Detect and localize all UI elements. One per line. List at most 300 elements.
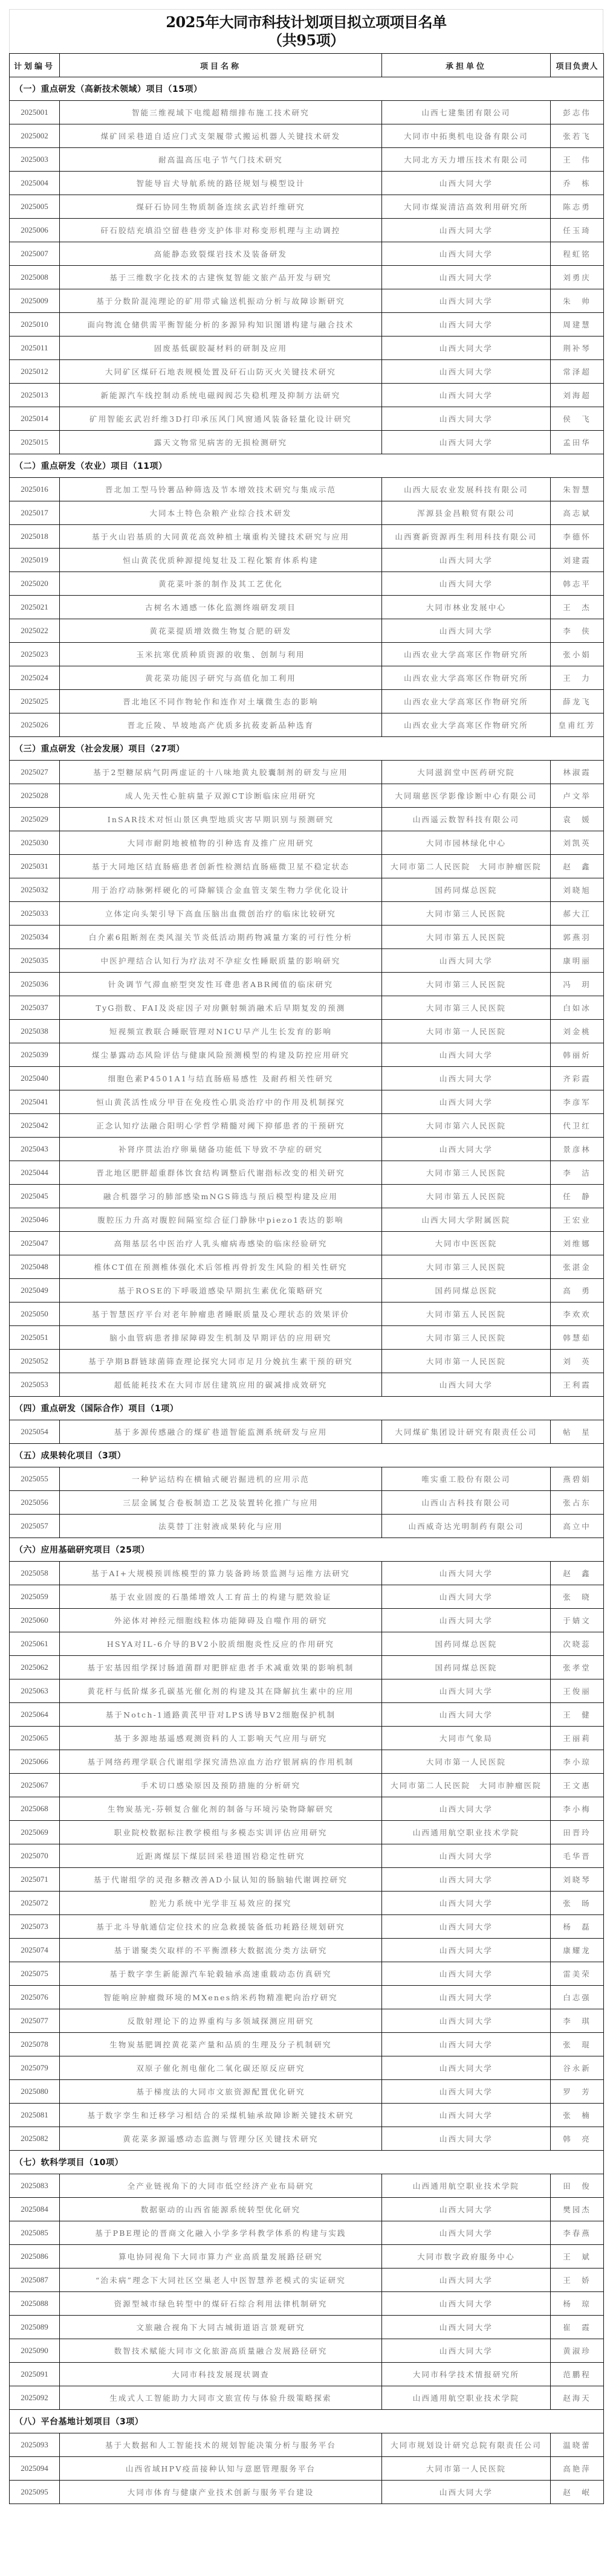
unit-cell: 国药同煤总医院 — [382, 1279, 551, 1302]
project-name-cell: 中医护理结合认知行为疗法对不孕症女性睡眠质量的影响研究 — [60, 949, 382, 973]
plan-code-cell: 2025034 — [10, 926, 60, 949]
unit-cell: 山西赛新资源再生利用科技有限公司 — [382, 525, 551, 549]
plan-code-cell: 2025015 — [10, 431, 60, 454]
plan-code-cell: 2025009 — [10, 289, 60, 313]
table-row — [10, 666, 604, 690]
table-row — [10, 690, 604, 713]
table-row — [10, 1986, 604, 2009]
section-row — [10, 1397, 604, 1420]
section-row — [10, 1444, 604, 1467]
unit-cell: 山西遥云数智科技有限公司 — [382, 808, 551, 831]
plan-code-cell: 2025072 — [10, 1892, 60, 1915]
leader-cell: 冯 玥 — [551, 973, 604, 996]
project-name-cell: 超低能耗技术在大同市居住建筑应用的碳减排成效研究 — [60, 1373, 382, 1397]
leader-cell: 王 力 — [551, 666, 604, 690]
project-name-cell: 生物炭基肥调控黄花菜产量和品质的生理及分子机制研究 — [60, 2033, 382, 2056]
leader-cell: 荆补琴 — [551, 336, 604, 360]
plan-code-cell: 2025029 — [10, 808, 60, 831]
table-row — [10, 2080, 604, 2104]
plan-code-cell: 2025047 — [10, 1232, 60, 1255]
unit-cell: 大同市煤炭清洁高效利用研究所 — [382, 195, 551, 219]
unit-cell: 大同市第一人民医院 — [382, 2457, 551, 2481]
plan-code-cell: 2025062 — [10, 1656, 60, 1679]
unit-cell: 山西大同大学 — [382, 2292, 551, 2316]
plan-code-cell: 2025012 — [10, 360, 60, 384]
unit-cell: 山西大同大学 — [382, 266, 551, 289]
leader-cell: 李春燕 — [551, 2221, 604, 2245]
leader-cell: 孟田华 — [551, 431, 604, 454]
project-name-cell: 晋北地区肥胖超重群体饮食结构调整后代谢指标改变的相关研究 — [60, 1161, 382, 1185]
leader-cell: 高 勇 — [551, 1279, 604, 1302]
plan-code-cell: 2025081 — [10, 2104, 60, 2127]
unit-cell: 国药同煤总医院 — [382, 1656, 551, 1679]
table-row — [10, 2127, 604, 2151]
table-row — [10, 313, 604, 336]
project-name-cell: 大同本土特色杂粮产业综合技术研发 — [60, 501, 382, 525]
project-name-cell: 煤尘暴露动态风险评估与健康风险预测模型的构建及防控应用研究 — [60, 1043, 382, 1067]
table-row — [10, 148, 604, 172]
leader-cell: 康耀龙 — [551, 1939, 604, 1962]
project-name-cell: 脑小血管病患者排尿障碍发生机制及早期评估的应用研究 — [60, 1326, 382, 1350]
leader-cell: 朱智慧 — [551, 478, 604, 501]
project-name-cell: 恒山黄芪优质种源提纯复壮及工程化繁育体系构建 — [60, 549, 382, 572]
plan-code-cell: 2025016 — [10, 478, 60, 501]
leader-cell: 谷永新 — [551, 2056, 604, 2080]
plan-code-cell: 2025002 — [10, 124, 60, 148]
plan-code-cell: 2025018 — [10, 525, 60, 549]
leader-cell: 齐彩霞 — [551, 1067, 604, 1090]
unit-cell: 浑源县金昌粮贸有限公司 — [382, 501, 551, 525]
plan-code-cell: 2025008 — [10, 266, 60, 289]
plan-code-cell: 2025051 — [10, 1326, 60, 1350]
unit-cell: 山西大同大学 — [382, 1892, 551, 1915]
leader-cell: 常泽超 — [551, 360, 604, 384]
leader-cell: 李小琼 — [551, 1750, 604, 1774]
plan-code-cell: 2025079 — [10, 2056, 60, 2080]
leader-cell: 朱 帅 — [551, 289, 604, 313]
plan-code-cell: 2025049 — [10, 1279, 60, 1302]
leader-cell: 罗 芳 — [551, 2080, 604, 2104]
header-unit: 承担单位 — [382, 54, 551, 77]
plan-code-cell: 2025076 — [10, 1986, 60, 2009]
project-name-cell: 三层金属复合卷板制造工艺及装置转化推广与应用 — [60, 1491, 382, 1515]
unit-cell: 山西大同大学 — [382, 336, 551, 360]
leader-cell: 李 琪 — [551, 2009, 604, 2033]
table-row — [10, 1679, 604, 1703]
unit-cell: 山西大同大学 — [382, 2198, 551, 2221]
plan-code-cell: 2025005 — [10, 195, 60, 219]
unit-cell: 大同市第五人民医院 — [382, 1302, 551, 1326]
table-row — [10, 572, 604, 596]
unit-cell: 大同市数字政府服务中心 — [382, 2245, 551, 2268]
unit-cell: 大同北方天力增压技术有限公司 — [382, 148, 551, 172]
unit-cell: 大同滋润堂中医药研究院 — [382, 761, 551, 784]
plan-code-cell: 2025066 — [10, 1750, 60, 1774]
plan-code-cell: 2025077 — [10, 2009, 60, 2033]
project-name-cell: 数据驱动的山西省能源系统转型优化研究 — [60, 2198, 382, 2221]
project-name-cell: 大同市耐阴地被植物的引种选育及推广应用研究 — [60, 831, 382, 855]
unit-cell: 山西七建集团有限公司 — [382, 101, 551, 124]
project-name-cell: 基于AI+大规模预训练模型的算力装备跨场景监测与运维方法研究 — [60, 1562, 382, 1585]
unit-cell: 大同市中拓奥机电设备有限公司 — [382, 124, 551, 148]
project-name-cell: 黄花菜叶茶的制作及其工艺优化 — [60, 572, 382, 596]
plan-code-cell: 2025080 — [10, 2080, 60, 2104]
leader-cell: 李彦军 — [551, 1090, 604, 1114]
table-row — [10, 1774, 604, 1797]
table-row — [10, 596, 604, 619]
table-row — [10, 2056, 604, 2080]
project-name-cell: 晋北丘陵、旱坡地高产优质多抗莜麦新品种选育 — [60, 713, 382, 737]
leader-cell: 周建慧 — [551, 313, 604, 336]
plan-code-cell: 2025074 — [10, 1939, 60, 1962]
unit-cell: 山西农业大学高寒区作物研究所 — [382, 713, 551, 737]
project-name-cell: 基于宏基因组学探讨肠道菌群对肥胖症患者手术减重效果的影响机制 — [60, 1656, 382, 1679]
project-name-cell: 玉米抗寒优质种质资源的收集、创制与利用 — [60, 643, 382, 666]
leader-cell: 程虹铭 — [551, 242, 604, 266]
leader-cell: 张 旸 — [551, 1892, 604, 1915]
plan-code-cell: 2025026 — [10, 713, 60, 737]
table-row — [10, 2221, 604, 2245]
plan-code-cell: 2025056 — [10, 1491, 60, 1515]
plan-code-cell: 2025063 — [10, 1679, 60, 1703]
project-name-cell: InSAR技术对恒山景区典型地质灾害早期识别与预测研究 — [60, 808, 382, 831]
project-name-cell: 基于Notch-1通路黄芪甲苷对LPS诱导BV2细胞保护机制 — [60, 1703, 382, 1727]
plan-code-cell: 2025023 — [10, 643, 60, 666]
table-row — [10, 784, 604, 808]
section-row — [10, 1538, 604, 1562]
leader-cell: 韩 亮 — [551, 2127, 604, 2151]
plan-code-cell: 2025001 — [10, 101, 60, 124]
leader-cell: 韩慧茹 — [551, 1326, 604, 1350]
unit-cell: 大同市第三人民医院 — [382, 973, 551, 996]
unit-cell: 山西大同大学 — [382, 619, 551, 643]
unit-cell: 山西大同大学 — [382, 1138, 551, 1161]
unit-cell: 山西大同大学附属医院 — [382, 1208, 551, 1232]
unit-cell: 山西农业大学高寒区作物研究所 — [382, 643, 551, 666]
table-row — [10, 2481, 604, 2504]
leader-cell: 刘勇庆 — [551, 266, 604, 289]
plan-code-cell: 2025006 — [10, 219, 60, 242]
table-row — [10, 336, 604, 360]
project-name-cell: 智能三维视域下电缆超精细排布施工技术研究 — [60, 101, 382, 124]
leader-cell: 韩志平 — [551, 572, 604, 596]
plan-code-cell: 2025060 — [10, 1609, 60, 1632]
project-name-cell: 基于三维数字化技术的古建恢复智能文旅产品开发与研究 — [60, 266, 382, 289]
unit-cell: 山西大同大学 — [382, 242, 551, 266]
unit-cell: 大同市第二人民医院 大同市肿瘤医院 — [382, 855, 551, 878]
unit-cell: 山西大同大学 — [382, 2481, 551, 2504]
unit-cell: 山西大同大学 — [382, 2080, 551, 2104]
leader-cell: 代卫红 — [551, 1114, 604, 1138]
unit-cell: 大同市第三人民医院 — [382, 1255, 551, 1279]
plan-code-cell: 2025069 — [10, 1821, 60, 1844]
leader-cell: 卢文举 — [551, 784, 604, 808]
leader-cell: 白如冰 — [551, 996, 604, 1020]
plan-code-cell: 2025082 — [10, 2127, 60, 2151]
project-name-cell: 黄花杆与低阶煤多孔碳基光催化剂的构建及其在降解抗生素中的应用 — [60, 1679, 382, 1703]
project-name-cell: 外泌体对神经元细胞线粒体功能障碍及自噬作用的研究 — [60, 1609, 382, 1632]
project-name-cell: 基于代谢组学的灵孢多糖改善AD小鼠认知的肠脑轴代谢调控研究 — [60, 1868, 382, 1892]
table-body — [10, 77, 604, 2504]
plan-code-cell: 2025041 — [10, 1090, 60, 1114]
unit-cell: 山西大同大学 — [382, 1868, 551, 1892]
leader-cell: 任玉琦 — [551, 219, 604, 242]
plan-code-cell: 2025065 — [10, 1727, 60, 1750]
project-name-cell: 基于PBE理论的晋商文化融入小学多学科教学体系的构建与实践 — [60, 2221, 382, 2245]
header-plan-code: 计划编号 — [10, 54, 60, 77]
table-row — [10, 124, 604, 148]
project-name-cell: 古树名木通感一体化监测终端研发项目 — [60, 596, 382, 619]
leader-cell: 张若飞 — [551, 124, 604, 148]
unit-cell: 大同煤矿集团设计研究有限责任公司 — [382, 1420, 551, 1444]
plan-code-cell: 2025004 — [10, 172, 60, 195]
table-row — [10, 1750, 604, 1774]
project-name-cell: 大同市体育与健康产业技术创新与服务平台建设 — [60, 2481, 382, 2504]
unit-cell: 山西大同大学 — [382, 172, 551, 195]
table-row — [10, 219, 604, 242]
project-name-cell: 数智技术赋能大同市文化旅游高质量融合发展路径研究 — [60, 2339, 382, 2363]
plan-code-cell: 2025017 — [10, 501, 60, 525]
table-row — [10, 1562, 604, 1585]
leader-cell: 王宏业 — [551, 1208, 604, 1232]
plan-code-cell: 2025042 — [10, 1114, 60, 1138]
plan-code-cell: 2025059 — [10, 1585, 60, 1609]
unit-cell: 大同市中医医院 — [382, 1232, 551, 1255]
leader-cell: 王 杰 — [551, 596, 604, 619]
plan-code-cell: 2025057 — [10, 1515, 60, 1538]
project-name-cell: 腔光力系统中光学非互易效应的探究 — [60, 1892, 382, 1915]
project-name-cell: 生成式人工智能助力大同市文旅宣传与体验升级策略探索 — [60, 2386, 382, 2410]
table-row — [10, 2174, 604, 2198]
plan-code-cell: 2025013 — [10, 384, 60, 407]
project-name-cell: 基于农业固废的石墨烯增效人工育苗土的构建与肥效验证 — [60, 1585, 382, 1609]
table-row — [10, 1515, 604, 1538]
unit-cell: 山西山古科技有限公司 — [382, 1491, 551, 1515]
unit-cell: 山西大同大学 — [382, 289, 551, 313]
leader-cell: 李欢欢 — [551, 1302, 604, 1326]
project-name-cell: 资源型城市绿色转型中的煤矸石综合利用法律机制研究 — [60, 2292, 382, 2316]
project-name-cell: 短视频宣教联合睡眠管理对NICU早产儿生长发育的影响 — [60, 1020, 382, 1043]
table-row — [10, 1609, 604, 1632]
plan-code-cell: 2025044 — [10, 1161, 60, 1185]
section-title: （八）平台基地计划项目（3项） — [10, 2410, 604, 2433]
unit-cell: 山西威奇达光明制药有限公司 — [382, 1515, 551, 1538]
project-name-cell: 基于多源传感融合的煤矿巷道智能监测系统研发与应用 — [60, 1420, 382, 1444]
leader-cell: 李德怀 — [551, 525, 604, 549]
plan-code-cell: 2025091 — [10, 2363, 60, 2386]
plan-code-cell: 2025050 — [10, 1302, 60, 1326]
leader-cell: 于婧文 — [551, 1609, 604, 1632]
unit-cell: 国药同煤总医院 — [382, 878, 551, 902]
table-row — [10, 926, 604, 949]
table-row — [10, 761, 604, 784]
table-row — [10, 1326, 604, 1350]
leader-cell: 张 楠 — [551, 2104, 604, 2127]
project-name-cell: 文旅融合视角下大同古城街道语言景观研究 — [60, 2316, 382, 2339]
table-row — [10, 2433, 604, 2457]
leader-cell: 帖 星 — [551, 1420, 604, 1444]
header-row — [10, 54, 604, 77]
project-name-cell: 基于大同地区结直肠癌患者创新性检测结直肠癌微卫星不稳定状态 — [60, 855, 382, 878]
plan-code-cell: 2025037 — [10, 996, 60, 1020]
table-row — [10, 1656, 604, 1679]
unit-cell: 大同市第二人民医院 大同市肿瘤医院 — [382, 1774, 551, 1797]
table-row — [10, 1208, 604, 1232]
table-row — [10, 1939, 604, 1962]
leader-cell: 燕碧娟 — [551, 1467, 604, 1491]
plan-code-cell: 2025087 — [10, 2268, 60, 2292]
table-row — [10, 643, 604, 666]
table-row — [10, 1821, 604, 1844]
plan-code-cell: 2025032 — [10, 878, 60, 902]
table-row — [10, 1090, 604, 1114]
table-row — [10, 2292, 604, 2316]
unit-cell: 山西大同大学 — [382, 360, 551, 384]
project-name-cell: 山西省域HPV疫苗接种认知与意愿管理服务平台 — [60, 2457, 382, 2481]
project-name-cell: 基于孕期B群链球菌筛查理论探究大同市足月分娩抗生素干预的研究 — [60, 1350, 382, 1373]
project-name-cell: 细胞色素P4501A1与结直肠癌易感性 及耐药相关性研究 — [60, 1067, 382, 1090]
leader-cell: 林淑霞 — [551, 761, 604, 784]
unit-cell: 山西大同大学 — [382, 949, 551, 973]
table-row — [10, 1844, 604, 1868]
unit-cell: 山西大同大学 — [382, 1915, 551, 1939]
unit-cell: 山西大辰农业发展科技有限公司 — [382, 478, 551, 501]
leader-cell: 薛龙飞 — [551, 690, 604, 713]
plan-code-cell: 2025024 — [10, 666, 60, 690]
unit-cell: 山西大同大学 — [382, 431, 551, 454]
unit-cell: 山西大同大学 — [382, 2033, 551, 2056]
project-name-cell: TyG指数、FAI及炎症因子对房颤射频消融术后早期复发的预测 — [60, 996, 382, 1020]
leader-cell: 崔 霞 — [551, 2316, 604, 2339]
project-name-cell: 正念认知疗法融合阳明心学哲学精髓对阈下抑郁患者的干预研究 — [60, 1114, 382, 1138]
project-name-cell: 基于智慧医疗平台对老年肿瘤患者睡眠质量及心理状态的效果评价 — [60, 1302, 382, 1326]
project-name-cell: 露天文物常见病害的无损检测研究 — [60, 431, 382, 454]
table-row — [10, 384, 604, 407]
section-title: （七）软科学项目（10项） — [10, 2151, 604, 2174]
table-row — [10, 1892, 604, 1915]
unit-cell: 山西大同大学 — [382, 1797, 551, 1821]
table-row — [10, 525, 604, 549]
plan-code-cell: 2025010 — [10, 313, 60, 336]
table-row — [10, 619, 604, 643]
unit-cell: 大同瑞慈医学影像诊断中心有限公司 — [382, 784, 551, 808]
table-row — [10, 431, 604, 454]
project-name-cell: 算电协同视角下大同市算力产业高质量发展路径研究 — [60, 2245, 382, 2268]
project-name-cell: 煤矸石协同生物质制备连续玄武岩纤维研究 — [60, 195, 382, 219]
unit-cell: 山西大同大学 — [382, 2316, 551, 2339]
section-title: （一）重点研发（高新技术领域）项目（15项） — [10, 77, 604, 101]
document-title — [9, 9, 603, 53]
title-line-1: 2025年大同市科技计划项目拟立项项目名单 — [166, 13, 447, 31]
leader-cell: 田 俊 — [551, 2174, 604, 2198]
unit-cell: 山西大同大学 — [382, 1373, 551, 1397]
unit-cell: 山西大同大学 — [382, 1585, 551, 1609]
table-row — [10, 289, 604, 313]
leader-cell: 杨 磊 — [551, 1915, 604, 1939]
table-row — [10, 2104, 604, 2127]
plan-code-cell: 2025054 — [10, 1420, 60, 1444]
leader-cell: 刘建霞 — [551, 549, 604, 572]
table-row — [10, 1020, 604, 1043]
project-name-cell: 法莫替丁注射液成果转化与应用 — [60, 1515, 382, 1538]
project-name-cell: 耐高温高压电子节气门技术研究 — [60, 148, 382, 172]
leader-cell: 李 侠 — [551, 619, 604, 643]
leader-cell: 张孝堂 — [551, 1656, 604, 1679]
table-row — [10, 2245, 604, 2268]
leader-cell: 王文惠 — [551, 1774, 604, 1797]
plan-code-cell: 2025064 — [10, 1703, 60, 1727]
unit-cell: 大同市第三人民医院 — [382, 996, 551, 1020]
unit-cell: 山西大同大学 — [382, 1043, 551, 1067]
plan-code-cell: 2025014 — [10, 407, 60, 431]
unit-cell: 山西大同大学 — [382, 2104, 551, 2127]
unit-cell: 山西大同大学 — [382, 2268, 551, 2292]
project-name-cell: 高能静态致裂煤岩技术及装备研发 — [60, 242, 382, 266]
plan-code-cell: 2025021 — [10, 596, 60, 619]
leader-cell: 刘晓旭 — [551, 878, 604, 902]
plan-code-cell: 2025061 — [10, 1632, 60, 1656]
project-name-cell: 新能源汽车线控制动系统电磁阀阀芯失稳机理及抑制方法研究 — [60, 384, 382, 407]
plan-code-cell: 2025052 — [10, 1350, 60, 1373]
plan-code-cell: 2025084 — [10, 2198, 60, 2221]
plan-code-cell: 2025093 — [10, 2433, 60, 2457]
project-name-cell: 基于2型糖尿病气阴两虚证的十八味地黄丸胶囊制剂的研发与应用 — [60, 761, 382, 784]
leader-cell: 次晓蕊 — [551, 1632, 604, 1656]
project-name-cell: 成人先天性心脏病量子双源CT诊断临床应用研究 — [60, 784, 382, 808]
project-name-cell: 融合机器学习的肺部感染mNGS筛选与预后模型构建及应用 — [60, 1185, 382, 1208]
leader-cell: 王 伟 — [551, 148, 604, 172]
project-name-cell: 基于多源地基遥感观测资料的人工影响天气应用与研究 — [60, 1727, 382, 1750]
unit-cell: 山西大同大学 — [382, 549, 551, 572]
leader-cell: 白志强 — [551, 1986, 604, 2009]
unit-cell: 山西大同大学 — [382, 1090, 551, 1114]
plan-code-cell: 2025092 — [10, 2386, 60, 2410]
unit-cell: 山西大同大学 — [382, 1962, 551, 1986]
plan-code-cell: 2025003 — [10, 148, 60, 172]
table-row — [10, 2386, 604, 2410]
table-row — [10, 1043, 604, 1067]
unit-cell: 山西大同大学 — [382, 1986, 551, 2009]
plan-code-cell: 2025043 — [10, 1138, 60, 1161]
leader-cell: 刘海超 — [551, 384, 604, 407]
project-name-cell: 白介素6阻断剂在类风湿关节炎低活动期药物减量方案的可行性分析 — [60, 926, 382, 949]
unit-cell: 山西大同大学 — [382, 1939, 551, 1962]
unit-cell: 山西大同大学 — [382, 407, 551, 431]
project-name-cell: 基于北斗导航通信定位技术的应急救援装备低功耗路径规划研究 — [60, 1915, 382, 1939]
table-row — [10, 360, 604, 384]
unit-cell: 大同市第一人民医院 — [382, 1750, 551, 1774]
unit-cell: 大同市第一人民医院 — [382, 1350, 551, 1373]
table-row — [10, 808, 604, 831]
table-row — [10, 2198, 604, 2221]
table-row — [10, 855, 604, 878]
table-row — [10, 902, 604, 926]
table-row — [10, 2033, 604, 2056]
plan-code-cell: 2025071 — [10, 1868, 60, 1892]
leader-cell: 刘维娜 — [551, 1232, 604, 1255]
leader-cell: 高立中 — [551, 1515, 604, 1538]
unit-cell: 山西大同大学 — [382, 313, 551, 336]
leader-cell: 张 琨 — [551, 2033, 604, 2056]
unit-cell: 大同市第三人民医院 — [382, 1161, 551, 1185]
plan-code-cell: 2025035 — [10, 949, 60, 973]
unit-cell: 大同市第五人民医院 — [382, 926, 551, 949]
table-row — [10, 1279, 604, 1302]
plan-code-cell: 2025019 — [10, 549, 60, 572]
plan-code-cell: 2025025 — [10, 690, 60, 713]
leader-cell: 张占东 — [551, 1491, 604, 1515]
plan-code-cell: 2025070 — [10, 1844, 60, 1868]
